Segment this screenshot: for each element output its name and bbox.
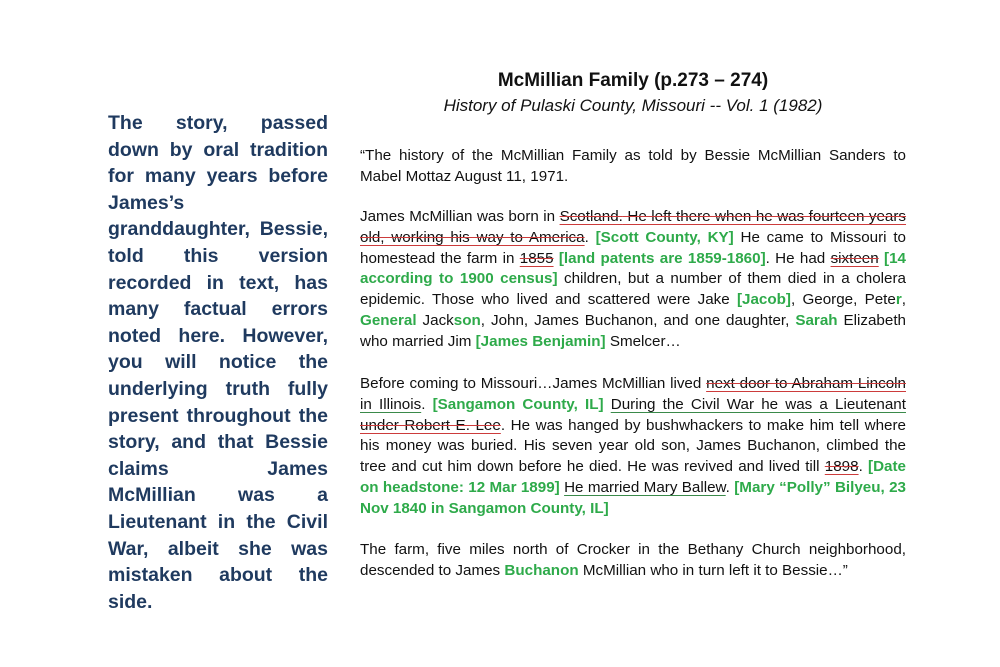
text-run: , John, James Buchanon, and one daughter,	[480, 311, 796, 329]
text-run: James McMillian was born in	[360, 208, 560, 225]
correction-note: r	[895, 291, 902, 309]
correction-note: [14 according to 1900 census]	[360, 249, 906, 288]
page-title: McMillian Family (p.273 – 274)	[497, 70, 769, 91]
correction-note: [James Benjamin]	[475, 332, 606, 350]
text-run: ,	[901, 291, 906, 309]
text-run: , George, Pete	[790, 291, 896, 309]
struck-text: 1855	[519, 249, 554, 267]
struck-text: sixteen	[830, 249, 879, 267]
correction-note: [Jacob]	[736, 291, 791, 309]
correction-note: [Mary “Polly” Bilyeu, 23 Nov 1840 in Sangamon County, IL]	[360, 478, 906, 517]
paragraph-farm	[360, 540, 906, 582]
correction-note: [Sangamon County, IL]	[432, 395, 604, 413]
struck-text: He left there when he was fourteen years old, working his way to America	[360, 208, 907, 246]
text-run: He came to Missouri to homestead the farm in	[360, 228, 906, 267]
correction-note: [land patents are 1859-1860]	[558, 249, 766, 267]
text-run: Smelcer…	[605, 332, 681, 350]
correction-note: [Scott County, KY]	[595, 228, 734, 246]
sidebar-note: The story, passed down by oral tradition for many years before James’s granddaughter, Bessie, told this version recorded in text, has many factual errors noted here. However, you will notice the underlying truth fully present throughout the story, and that Bessie claims James McMillian was a Lieutenant in the Civil War, albeit she was mistaken about the side.	[108, 112, 328, 613]
text-run: . He was hanged by bushwhackers to make him tell where his money was buried. His seven year old son, James Buchanon, climbed the tree and cut him down before he died. He was revived and lived till	[360, 416, 906, 476]
paragraph-birth	[360, 207, 906, 353]
text-run: .	[584, 228, 596, 246]
text-run: .	[421, 395, 433, 413]
text-run: McMillian who in turn left it to Bessie…”	[578, 561, 848, 579]
text-run: The farm, five miles north of Crocker in the Bethany Church neighborhood, descended to James	[360, 541, 906, 579]
page-subtitle: History of Pulaski County, Missouri -- Vol. 1 (1982)	[443, 96, 823, 115]
text-run: .	[858, 458, 869, 476]
paragraph-intro: “The history of the McMillian Family as told by Bessie McMillian Sanders to Mabel Mottaz August 11, 1971.	[360, 147, 906, 185]
text-run: children, but a number of them died in a cholera epidemic. Those who lived and scattered were Jake	[360, 270, 906, 309]
paragraph-civil-war	[360, 374, 906, 520]
struck-text: under Robert E. Lee	[360, 416, 501, 434]
text-run: Before coming to Missouri…James McMillian lived	[360, 375, 707, 392]
correction-note: [Date on headstone: 12 Mar 1899]	[360, 458, 906, 496]
struck-text: 1898	[824, 458, 859, 476]
text-run: Jack	[416, 311, 454, 329]
struck-text: next door to Abraham Lincoln	[706, 375, 906, 392]
underlined-text: He married Mary Ballew	[564, 478, 726, 496]
correction-note: General	[360, 311, 417, 329]
struck-text: Scotland.	[559, 208, 623, 225]
underlined-text: During the Civil War he was a Lieutenant	[610, 395, 906, 413]
text-run: . He had	[765, 249, 831, 267]
text-run: Elizabeth who married Jim	[360, 311, 906, 350]
correction-note: son	[453, 311, 481, 329]
text-run: .	[725, 478, 735, 496]
correction-note: Buchanon	[504, 561, 579, 579]
correction-note: Sarah	[795, 311, 838, 329]
text-run	[604, 396, 611, 413]
underlined-text: in Illinois	[360, 395, 422, 413]
